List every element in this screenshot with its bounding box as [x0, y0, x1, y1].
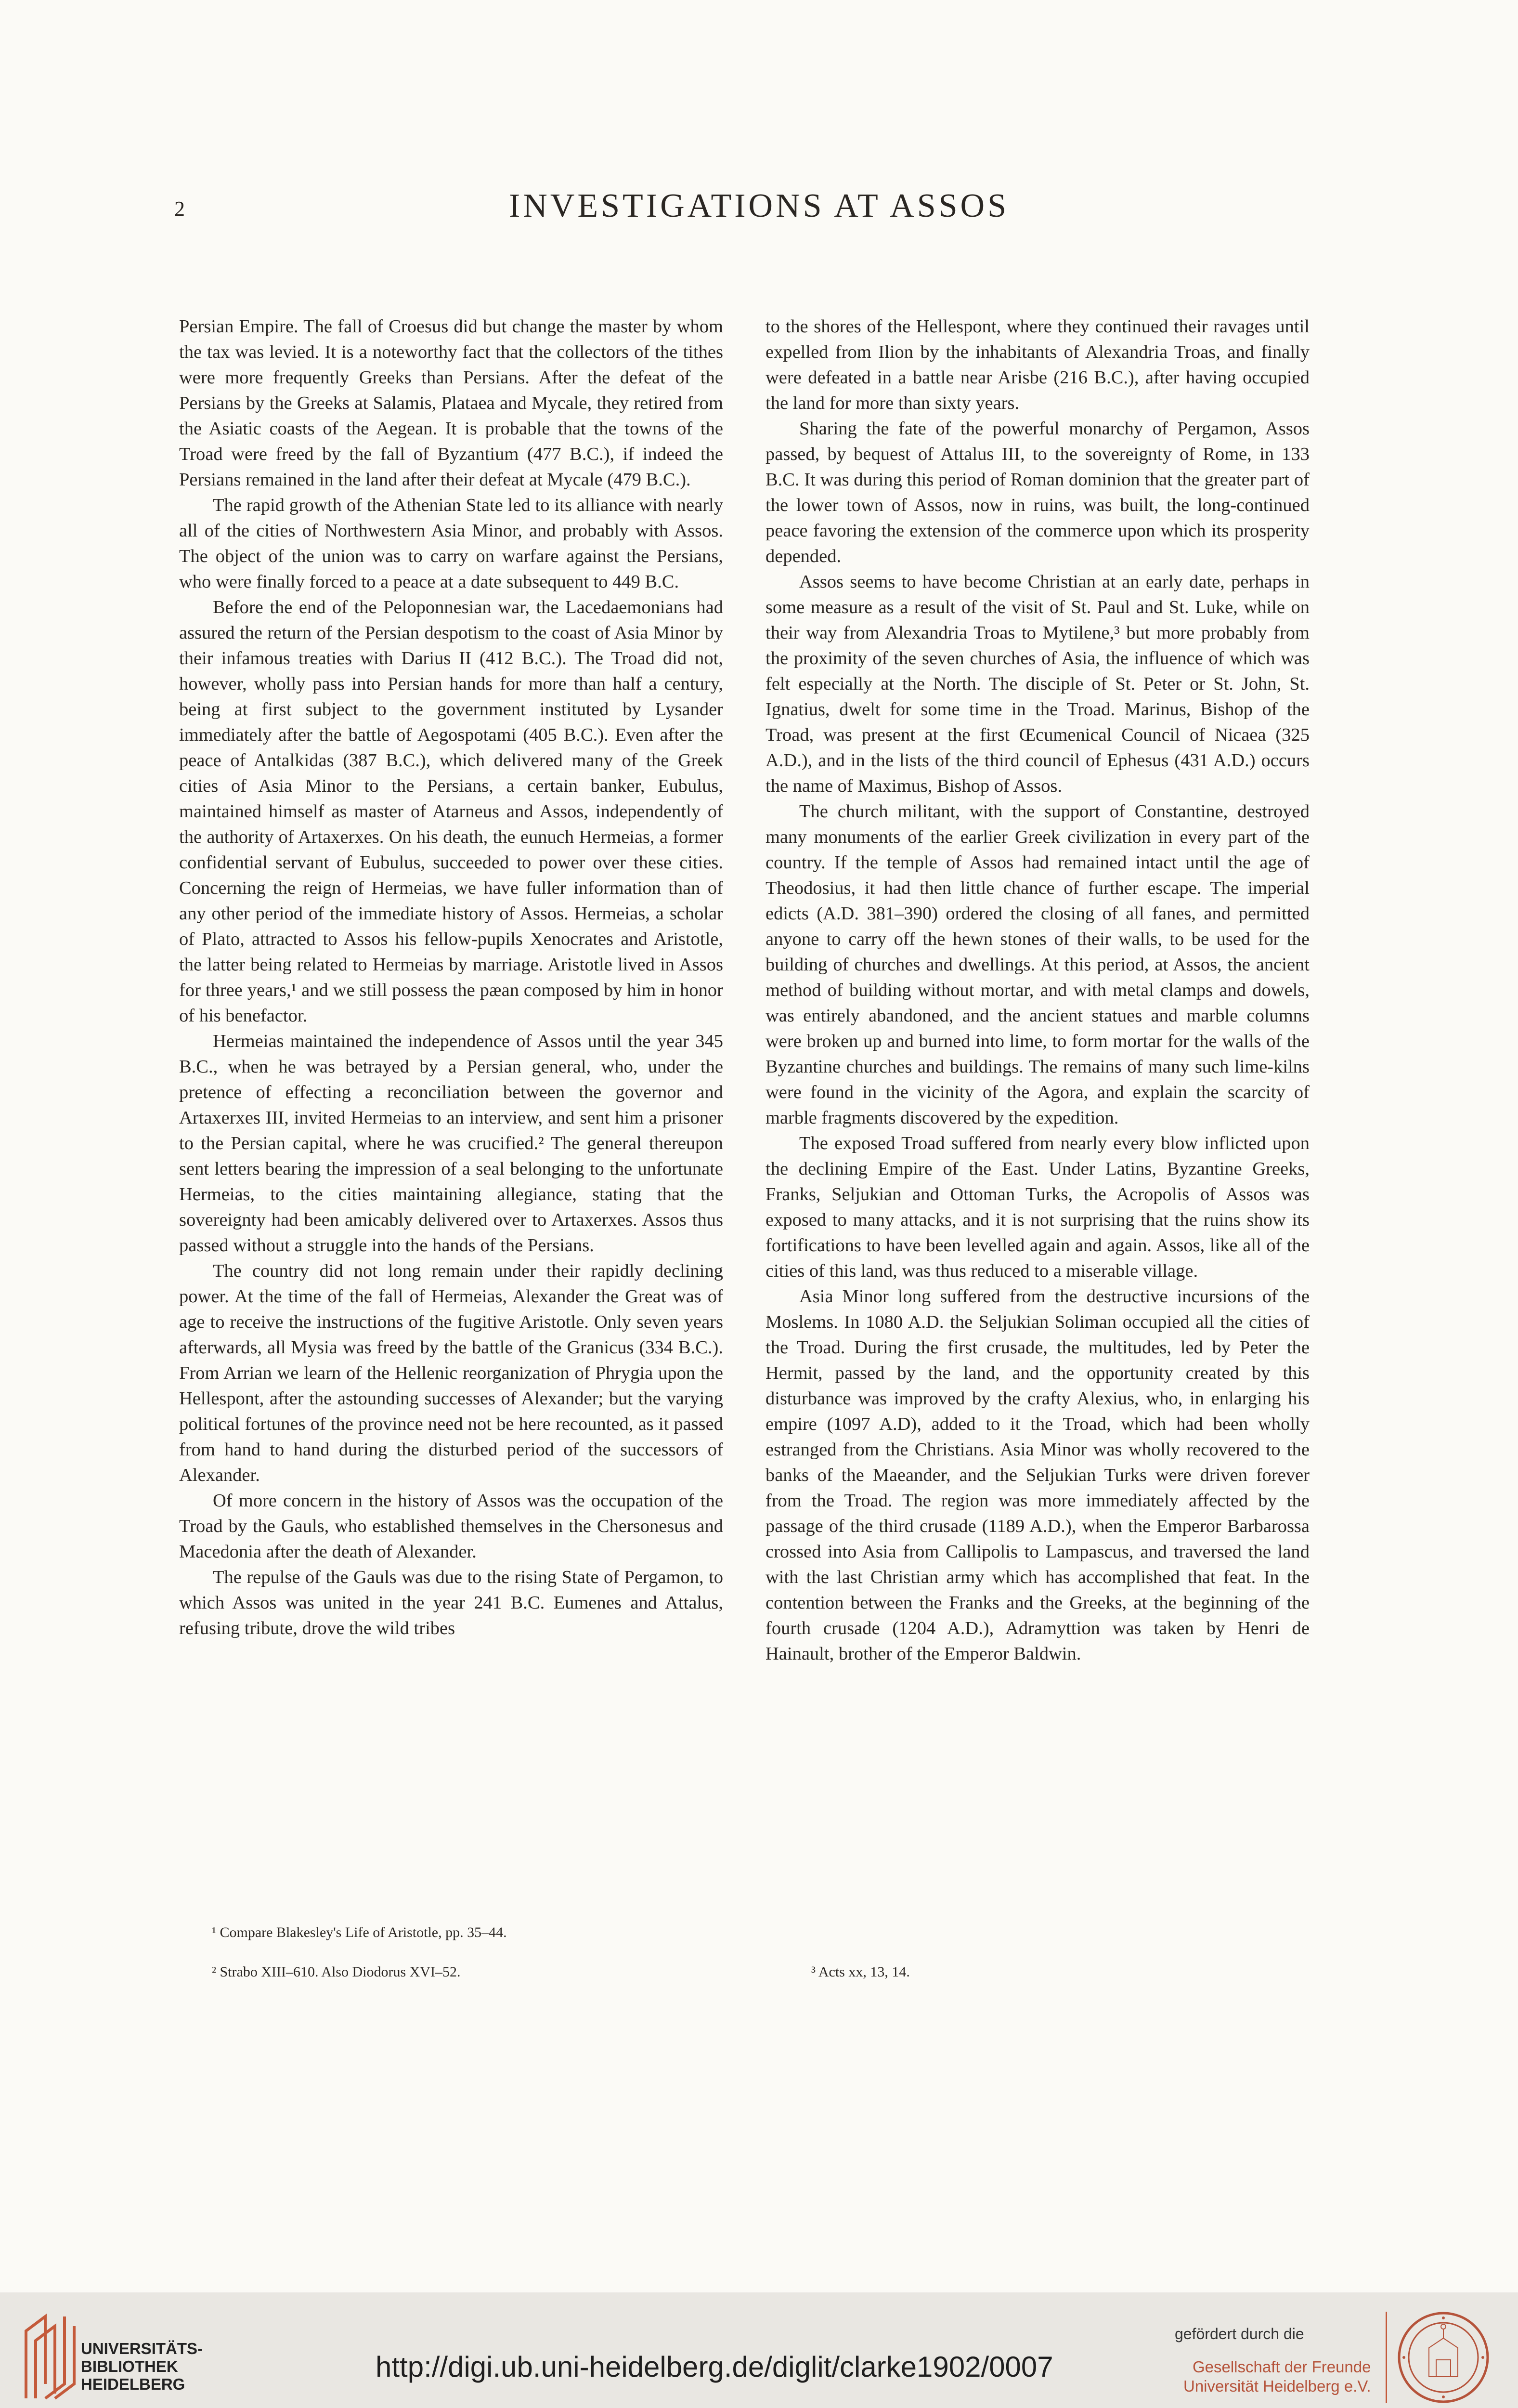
- footer-divider: [1386, 2312, 1387, 2403]
- society-line: Gesellschaft der Freunde: [1192, 2358, 1371, 2376]
- paragraph: Before the end of the Peloponnesian war, the Lacedaemonians had assured the return of the Persian despotism to the coast of Asia Minor by their infamous treaties with Darius II (412 B.C.). The Troad did not, however, wholly pass into Persian hands for more than half a century, being at first subject to the government instituted by Lysander immediately after the battle of Aegospotami (405 B.C.). Even after the peace of Antalkidas (387 B.C.), which delivered many of the Greek cities of Asia Minor to the Persians, a certain banker, Eubulus, maintained himself as master of Atarneus and Assos, independently of the authority of Artaxerxes. On his death, the eunuch Hermeias, a former confidential servant of Eubulus, succeeded to power over these cities. Concerning the reign of Hermeias, we have fuller information than of any other period of the immediate history of Assos. Hermeias, a scholar of Plato, attracted to Assos his fellow-pupils Xenocrates and Aristotle, the latter being related to Hermeias by marriage. Aristotle lived in Assos for three years,¹ and we still possess the pæan composed by him in honor of his benefactor.: [179, 597, 723, 1026]
- society-name: [1183, 2357, 1371, 2396]
- page-number: 2: [174, 197, 185, 221]
- permalink-url[interactable]: http://digi.ub.uni-heidelberg.de/diglit/clarke1902/0007: [376, 2351, 1053, 2383]
- running-head: INVESTIGATIONS AT ASSOS: [508, 187, 1010, 224]
- paragraph: The rapid growth of the Athenian State led to its alliance with nearly all of the cities of Northwestern Asia Minor, and probably with Assos. The object of the union was to carry on warfare against the Persians, who were finally forced to a peace at a date subsequent to 449 B.C.: [179, 495, 723, 592]
- right-column: [765, 314, 1310, 1667]
- paragraph: Of more concern in the history of Assos was the occupation of the Troad by the Gauls, who established themselves in the Chersonesus and Macedonia after the death of Alexander.: [179, 1491, 723, 1562]
- footnote-2: ² Strabo XIII–610. Also Diodorus XVI–52.: [212, 1964, 461, 1980]
- funded-label: gefördert durch die: [1175, 2325, 1304, 2343]
- paragraph: The church militant, with the support of Constantine, destroyed many monuments of the earlier Greek civilization in every part of the country. If the temple of Assos had remained intact until the age of Theodosius, it had then little chance of further escape. The imperial edicts (A.D. 381–390) ordered the closing of all fanes, and permitted anyone to carry off the hewn stones of their walls, to be used for the building of churches and dwellings. At this period, at Assos, the ancient method of building without mortar, and with metal clamps and dowels, was entirely abandoned, and the ancient statues and marble columns were broken up and burned into lime, to form mortar for the walls of the Byzantine churches and buildings. The remains of many such lime-kilns were found in the vicinity of the Agora, and explain the scarcity of marble fragments discovered by the expedition.: [765, 801, 1310, 1128]
- library-name: [81, 2340, 203, 2393]
- library-line: UNIVERSITÄTS-: [81, 2340, 203, 2357]
- paragraph: Hermeias maintained the independence of Assos until the year 345 B.C., when he was betrayed by a Persian general, who, under the pretence of effecting a reconciliation between the governor and Artaxerxes III, invited Hermeias to an interview, and sent him a prisoner to the Persian capital, where he was crucified.² The general thereupon sent letters bearing the impression of a seal belonging to the unfortunate Hermeias, to the cities maintaining allegiance, stating that the sovereignty had been amicably delivered over to Artaxerxes. Assos thus passed without a struggle into the hands of the Persians.: [179, 1031, 723, 1256]
- paragraph: The exposed Troad suffered from nearly every blow inflicted upon the declining Empire of the East. Under Latins, Byzantine Greeks, Franks, Seljukian and Ottoman Turks, the Acropolis of Assos was exposed to many attacks, and it is not surprising that the ruins show its fortifications to have been levelled again and again. Assos, like all of the cities of this land, was thus reduced to a miserable village.: [765, 1133, 1310, 1281]
- paragraph: Asia Minor long suffered from the destructive incursions of the Moslems. In 1080 A.D. the Seljukian Soliman occupied all the cities of the Troad. During the first crusade, the multitudes, led by Peter the Hermit, passed by the land, and the opportunity created by this disturbance was improved by the crafty Alexius, who, in enlarging his empire (1097 A.D), added to it the Troad, which had been wholly estranged from the Christians. Asia Minor was wholly recovered to the banks of the Maeander, and the Seljukian Turks were driven forever from the Troad. The region was more immediately affected by the passage of the third crusade (1189 A.D.), when the Emperor Barbarossa crossed into Asia from Callipolis to Lampascus, and traversed the land with the last Christian army which has accomplished that feat. In the contention between the Franks and the Greeks, at the beginning of the fourth crusade (1204 A.D.), Adramyttion was taken by Henri de Hainault, brother of the Emperor Baldwin.: [765, 1286, 1310, 1664]
- paragraph: Persian Empire. The fall of Croesus did but change the master by whom the tax was levied. It is a noteworthy fact that the collectors of the tithes were more frequently Greeks than Persians. After the defeat of the Persians by the Greeks at Salamis, Plataea and Mycale, they retired from the Asiatic coasts of the Aegean. It is probable that the towns of the Troad were freed by the fall of Byzantium (477 B.C.), if indeed the Persians remained in the land after their defeat at Mycale (479 B.C.).: [179, 316, 723, 490]
- paragraph: Assos seems to have become Christian at an early date, perhaps in some measure as a result of the visit of St. Paul and St. Luke, while on their way from Alexandria Troas to Mytilene,³ but more probably from the proximity of the seven churches of Asia, the influence of which was felt especially at the North. The disciple of St. Peter or St. John, St. Ignatius, dwelt for some time in the Troad. Marinus, Bishop of the Troad, was present at the first Œcumenical Council of Nicaea (325 A.D.), and in the lists of the third council of Ephesus (431 A.D.) occurs the name of Maximus, Bishop of Assos.: [765, 572, 1310, 796]
- library-line: HEIDELBERG: [81, 2375, 185, 2393]
- paragraph: The repulse of the Gauls was due to the rising State of Pergamon, to which Assos was united in the year 241 B.C. Eumenes and Attalus, refusing tribute, drove the wild tribes: [179, 1567, 723, 1638]
- ub-logo-icon: [16, 2312, 89, 2403]
- society-line: Universität Heidelberg e.V.: [1183, 2377, 1371, 2395]
- left-column: [179, 314, 723, 1641]
- paragraph: The country did not long remain under their rapidly declining power. At the time of the fall of Hermeias, Alexander the Great was of age to receive the instructions of the fugitive Aristotle. Only seven years afterwards, all Mysia was freed by the battle of the Granicus (334 B.C.). From Arrian we learn of the Hellenic reorganization of Phrygia upon the Hellespont, after the astounding successes of Alexander; but the varying political fortunes of the province need not be here recounted, as it passed from hand to hand during the disturbed period of the successors of Alexander.: [179, 1261, 723, 1485]
- library-line: BIBLIOTHEK: [81, 2357, 178, 2375]
- paragraph: Sharing the fate of the powerful monarchy of Pergamon, Assos passed, by bequest of Attalus III, to the sovereignty of Rome, in 133 B.C. It was during this period of Roman dominion that the greater part of the lower town of Assos, now in ruins, was built, the long-continued peace favoring the extension of the commerce upon which its prosperity depended.: [765, 419, 1310, 566]
- footnote-3: ³ Acts xx, 13, 14.: [811, 1964, 910, 1980]
- footnote-1: ¹ Compare Blakesley's Life of Aristotle, pp. 35–44.: [212, 1924, 507, 1940]
- paragraph: to the shores of the Hellespont, where they continued their ravages until expelled from Ilion by the inhabitants of Alexandria Troas, and finally were defeated in a battle near Arisbe (216 B.C.), after having occupied the land for more than sixty years.: [765, 316, 1310, 413]
- society-seal-icon: [1395, 2309, 1492, 2406]
